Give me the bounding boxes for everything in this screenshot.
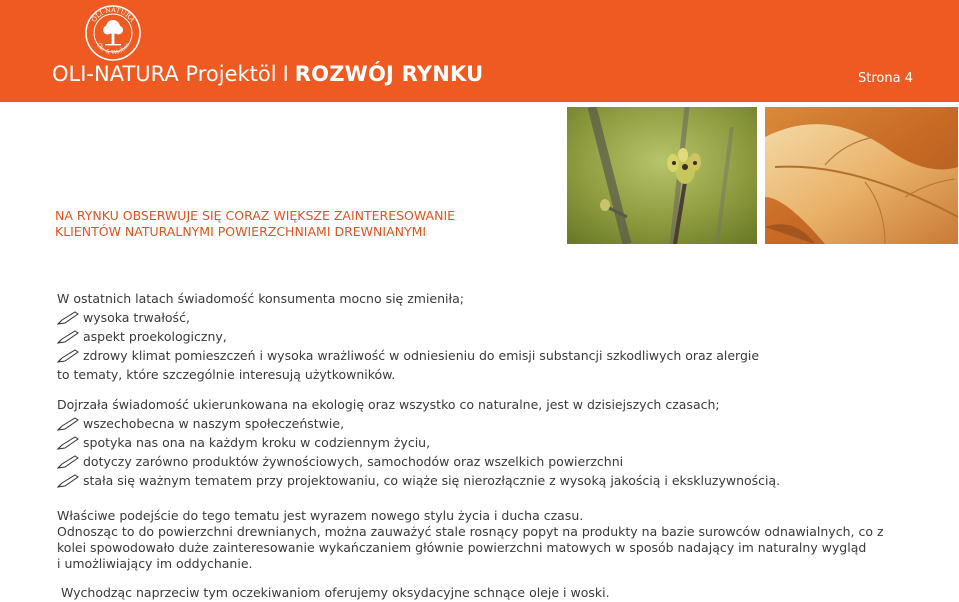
header-title	[52, 62, 483, 86]
logo-text-bottom: Öle & Wachse	[94, 42, 132, 57]
bullet-text: dotyczy zarówno produktów żywnościowych, samochodów oraz wszelkich powierzchni	[83, 454, 624, 469]
block1-intro: W ostatnich latach świadomość konsumenta mocno się zmieniła;	[57, 291, 464, 306]
paragraph-line: Właściwe podejście do tego tematu jest wyrazem nowego stylu życia i ducha czasu.	[57, 508, 584, 523]
lifestyle-paragraph	[57, 508, 884, 572]
closing-text: Wychodząc naprzeciw tym oczekiwaniom oferujemy oksydacyjne schnące oleje i woski.	[61, 585, 610, 600]
pen-nib-icon	[57, 474, 79, 488]
headline-line-2: KLIENTÓW NATURALNYMI POWIERZCHNIAMI DREWNIANYMI	[55, 224, 427, 239]
block2-intro: Dojrzała świadomość ukierunkowana na ekologię oraz wszystko co naturalne, jest w dzisiejszych czasach;	[57, 397, 720, 412]
pen-nib-icon	[57, 330, 79, 344]
autumn-leaf-photo	[765, 107, 958, 244]
bullet-text: spotyka nas ona na każdym kroku w codziennym życiu,	[83, 435, 431, 450]
bullet-text: wysoka trwałość,	[83, 310, 190, 325]
list-item	[57, 433, 780, 452]
paragraph-line: i umożliwiający im oddychanie.	[57, 556, 253, 571]
tree-buds-photo	[567, 107, 757, 244]
headline-line-1: NA RYNKU OBSERWUJE SIĘ CORAZ WIĘKSZE ZAINTERESOWANIE	[55, 208, 456, 223]
bullet-text: aspekt proekologiczny,	[83, 329, 227, 344]
list-item	[57, 308, 759, 327]
block1-continuation: to tematy, które szczególnie interesują użytkowników.	[57, 367, 396, 382]
list-item	[57, 346, 759, 365]
oli-natura-logo	[84, 4, 142, 62]
list-item	[57, 452, 780, 471]
bullet-text: zdrowy klimat pomieszczeń i wysoka wrażliwość w odniesieniu do emisji substancji szkodliwych oraz alergie	[83, 348, 760, 363]
page-number: Strona 4	[858, 71, 913, 86]
pen-nib-icon	[57, 417, 79, 431]
title-separator: I	[282, 62, 289, 86]
pen-nib-icon	[57, 455, 79, 469]
pen-nib-icon	[57, 349, 79, 363]
bullet-text: stała się ważnym tematem przy projektowaniu, co wiąże się nierozłącznie z wysoką jakością i ekskluzywnością.	[83, 473, 781, 488]
paragraph-line: Odnosząc to do powierzchni drewnianych, można zauważyć stale rosnący popyt na produkty na bazie surowców odnawialnych, co z	[57, 524, 884, 539]
section-title: ROZWÓJ RYNKU	[294, 62, 484, 86]
page-header	[0, 0, 959, 102]
closing-statement	[61, 583, 610, 602]
headline	[55, 208, 515, 240]
list-item	[57, 414, 780, 433]
pen-nib-icon	[57, 436, 79, 450]
paragraph-line: kolei spowodowało duże zainteresowanie wykańczaniem głównie powierzchni matowych w sposób nadający im naturalny wygląd	[57, 540, 867, 555]
logo-text-top: OLI-NATURA	[89, 5, 137, 24]
bullet-text: wszechobecna w naszym społeczeństwie,	[83, 416, 345, 431]
list-item	[57, 471, 780, 490]
ecology-awareness-block	[57, 395, 780, 490]
brand-name: OLI-NATURA Projektöl	[52, 62, 277, 86]
list-item	[57, 327, 759, 346]
pen-nib-icon	[57, 311, 79, 325]
consumer-awareness-block	[57, 289, 759, 384]
